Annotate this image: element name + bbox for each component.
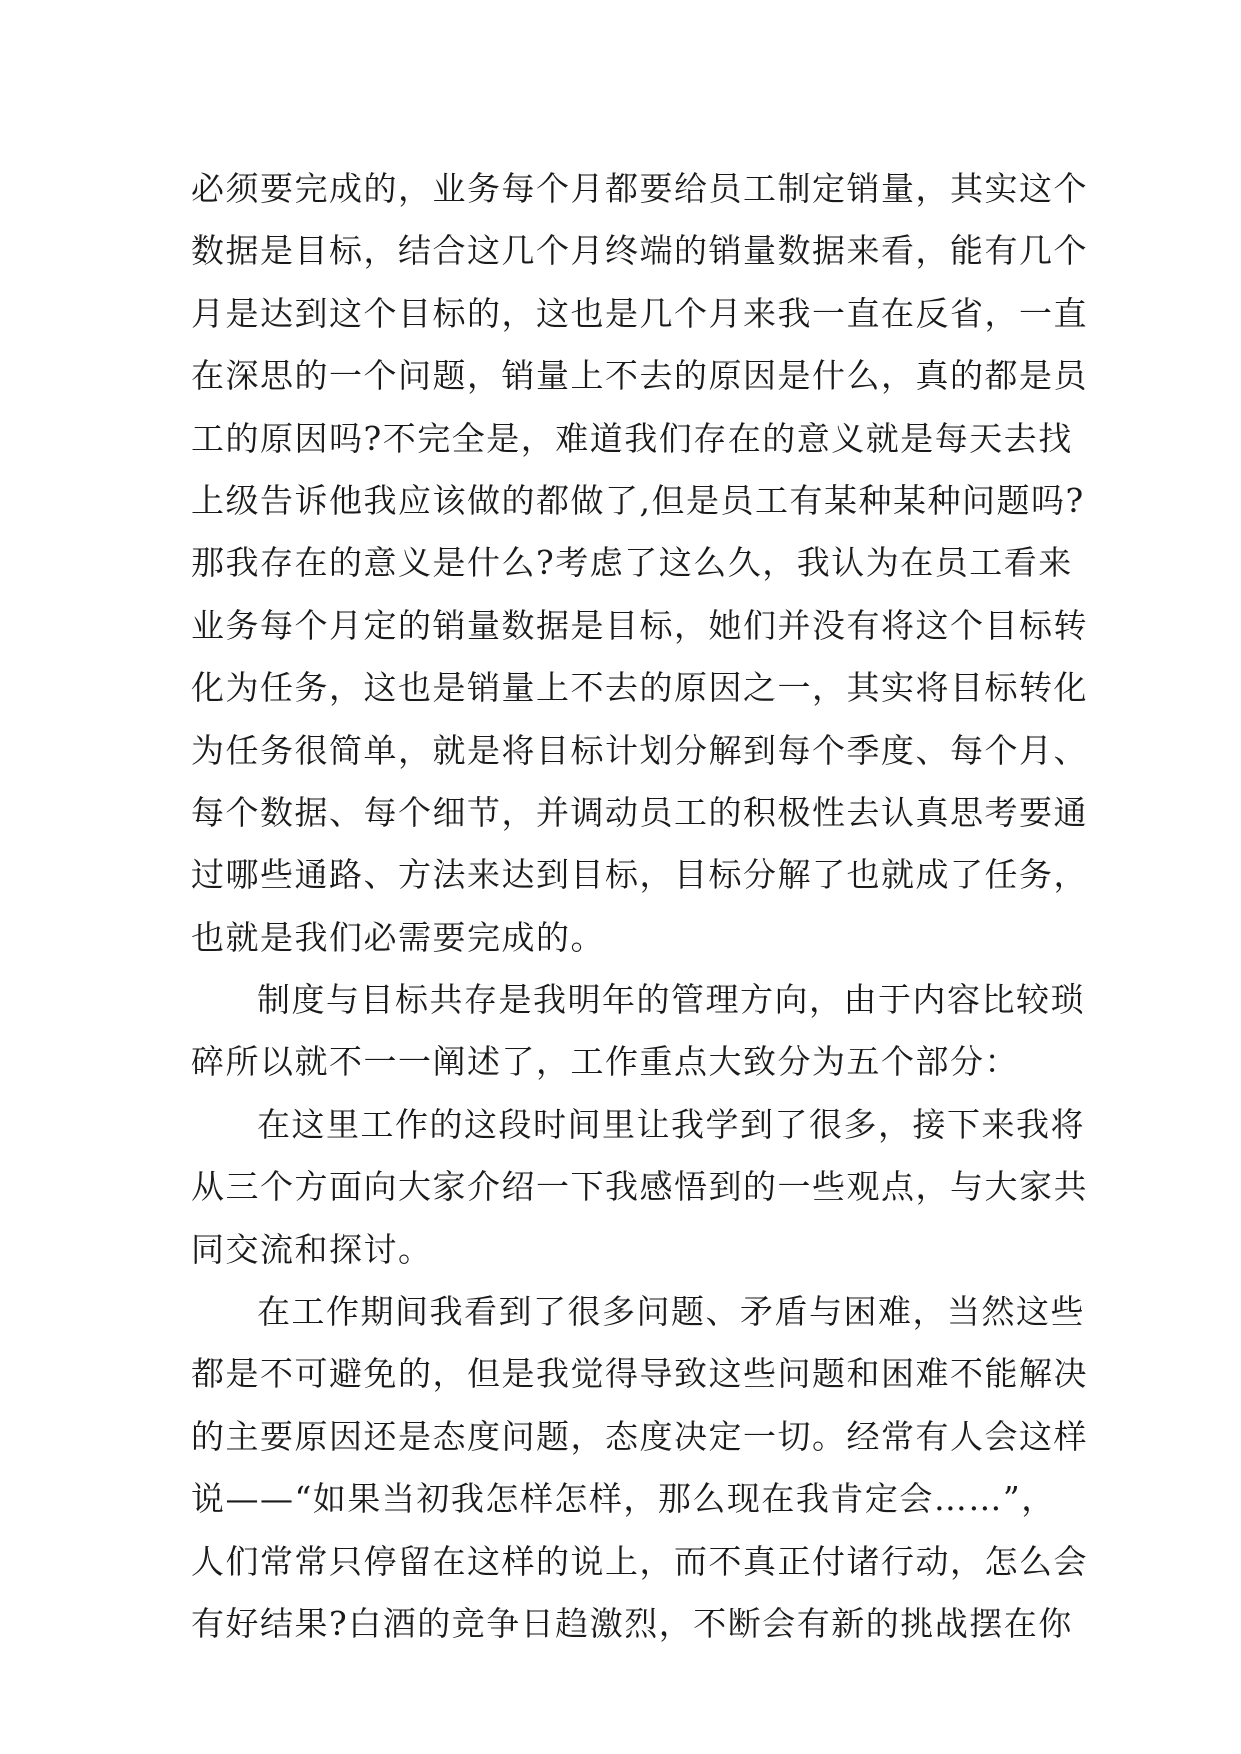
text-line: 化为任务，这也是销量上不去的原因之一，其实将目标转化 — [191, 668, 1088, 708]
text-line: 上级告诉他我应该做的都做了,但是员工有某种某种问题吗? — [191, 480, 1085, 520]
text-line: 有好结果?白酒的竞争日趋激烈，不断会有新的挑战摆在你 — [191, 1603, 1073, 1643]
text-line: 业务每个月定的销量数据是目标，她们并没有将这个目标转 — [191, 605, 1088, 645]
text-line: 在深思的一个问题，销量上不去的原因是什么，真的都是员 — [191, 356, 1088, 396]
text-line: 每个数据、每个细节，并调动员工的积极性去认真思考要通 — [191, 792, 1088, 832]
text-line: 从三个方面向大家介绍一下我感悟到的一些观点，与大家共 — [191, 1167, 1088, 1207]
text-line: 都是不可避免的，但是我觉得导致这些问题和困难不能解决 — [191, 1354, 1088, 1394]
text-line: 人们常常只停留在这样的说上，而不真正付诸行动，怎么会 — [191, 1541, 1088, 1581]
text-line: 碎所以就不一一阐述了，工作重点大致分为五个部分： — [191, 1042, 1019, 1082]
paragraph-first-line: 在这里工作的这段时间里让我学到了很多，接下来我将 — [257, 1104, 1085, 1144]
paragraph-first-line: 在工作期间我看到了很多问题、矛盾与困难，当然这些 — [257, 1292, 1085, 1332]
text-line: 数据是目标，结合这几个月终端的销量数据来看，能有几个 — [191, 231, 1088, 271]
body-text — [191, 158, 1088, 1655]
text-line: 为任务很简单，就是将目标计划分解到每个季度、每个月、 — [191, 730, 1088, 770]
paragraph-first-line: 制度与目标共存是我明年的管理方向，由于内容比较琐 — [257, 980, 1085, 1020]
text-line: 同交流和探讨。 — [191, 1229, 433, 1269]
text-line: 的主要原因还是态度问题，态度决定一切。经常有人会这样 — [191, 1416, 1088, 1456]
text-line: 必须要完成的，业务每个月都要给员工制定销量，其实这个 — [191, 169, 1088, 208]
text-line: 那我存在的意义是什么?考虑了这么久，我认为在员工看来 — [191, 543, 1073, 583]
text-line: 工的原因吗?不完全是，难道我们存在的意义就是每天去找 — [191, 418, 1073, 458]
text-line: 也就是我们必需要完成的。 — [191, 917, 605, 957]
text-line: 说——“如果当初我怎样怎样，那么现在我肯定会……”， — [191, 1479, 1056, 1519]
text-line: 月是达到这个目标的，这也是几个月来我一直在反省，一直 — [191, 293, 1088, 333]
text-line: 过哪些通路、方法来达到目标，目标分解了也就成了任务， — [191, 855, 1088, 895]
